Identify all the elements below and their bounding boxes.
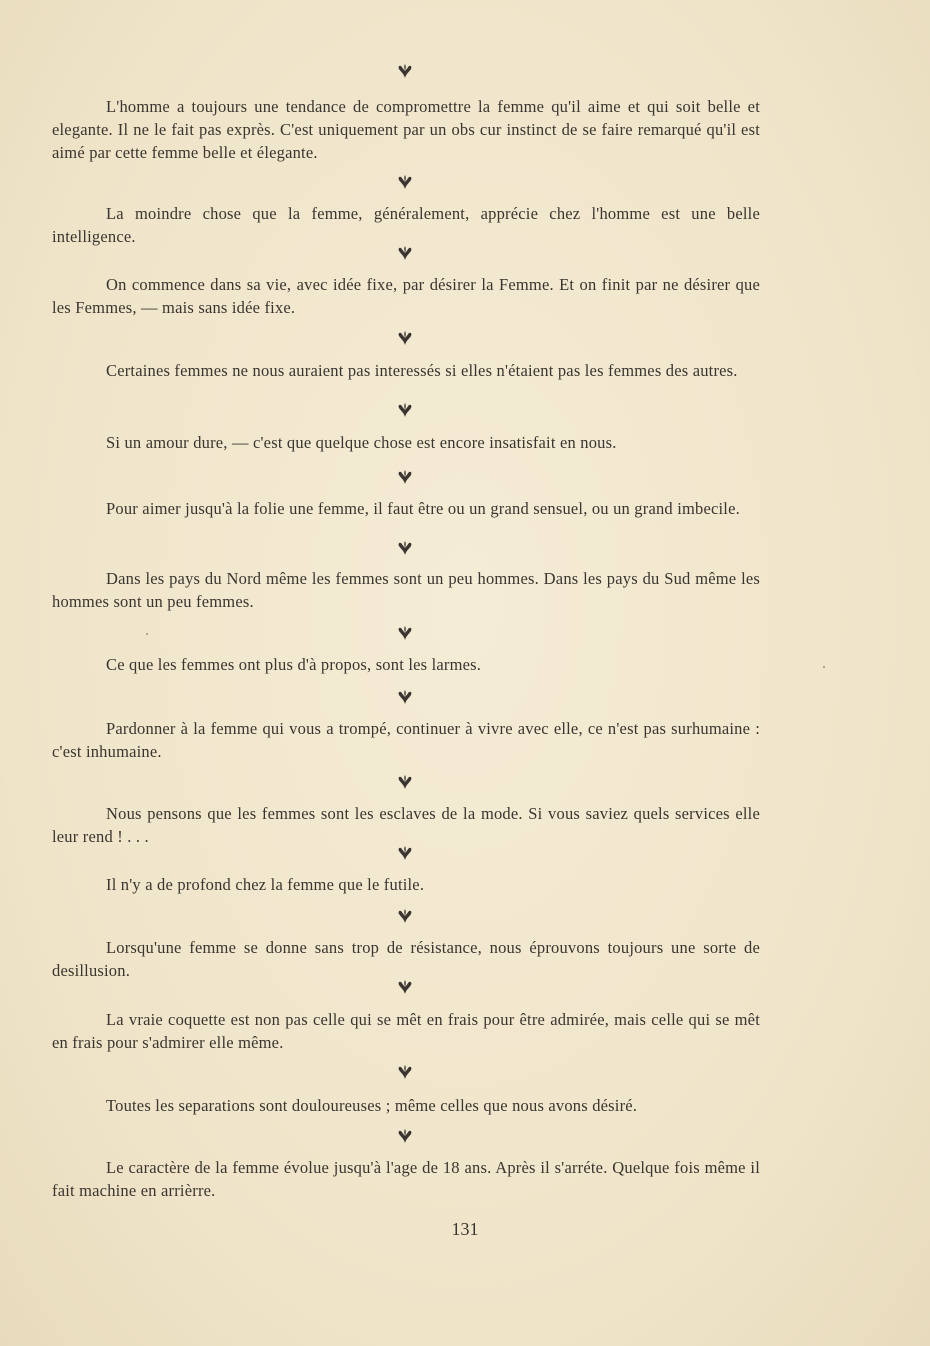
fleuron-icon — [397, 540, 413, 556]
fleuron-icon — [397, 469, 413, 485]
aphorism-paragraph: Dans les pays du Nord même les femmes sont un peu hommes. Dans les pays du Sud même les hommes sont un peu femmes. — [52, 569, 760, 611]
aphorism-paragraph: Si un amour dure, — c'est que quelque chose est encore insatisfait en nous. — [106, 433, 617, 452]
aphorism-paragraph: Toutes les separations sont douloureuses ; même celles que nous avons désiré. — [106, 1096, 638, 1115]
fleuron-icon — [397, 402, 413, 418]
aphorism-paragraph: Le caractère de la femme évolue jusqu'à l'age de 18 ans. Après il s'arréte. Quelque fois même il fait machine en arrièrre. — [52, 1158, 760, 1200]
fleuron-icon — [397, 845, 413, 861]
aphorism-paragraph: La moindre chose que la femme, généralement, apprécie chez l'homme est une belle intelligence. — [52, 204, 760, 246]
aphorism-paragraph: Nous pensons que les femmes sont les esclaves de la mode. Si vous saviez quels services elle leur rend ! . . . — [52, 804, 760, 846]
fleuron-icon — [397, 689, 413, 705]
fleuron-icon — [397, 1064, 413, 1080]
aphorism-paragraph: Lorsqu'une femme se donne sans trop de résistance, nous éprouvons toujours une sorte de desillusion. — [52, 938, 760, 980]
aphorism-paragraph: Pardonner à la femme qui vous a trompé, continuer à vivre avec elle, ce n'est pas surhumaine : c'est inhumaine. — [52, 719, 760, 761]
aphorism-paragraph: La vraie coquette est non pas celle qui se mêt en frais pour être admirée, mais celle qui se mêt en frais pour s'admirer elle même. — [52, 1010, 760, 1052]
fleuron-icon — [397, 174, 413, 190]
aphorism-paragraph: Certaines femmes ne nous auraient pas interessés si elles n'étaient pas les femmes des autres. — [106, 361, 738, 380]
fleuron-icon — [397, 63, 413, 79]
page-number: 131 — [451, 1219, 479, 1239]
fleuron-icon — [397, 908, 413, 924]
fleuron-icon — [397, 245, 413, 261]
aphorism-paragraph: Ce que les femmes ont plus d'à propos, sont les larmes. — [106, 655, 482, 674]
aphorism-paragraph: Il n'y a de profond chez la femme que le futile. — [106, 875, 425, 894]
fleuron-icon — [397, 979, 413, 995]
paper-speck — [823, 666, 825, 668]
fleuron-icon — [397, 774, 413, 790]
fleuron-icon — [397, 1128, 413, 1144]
aphorism-paragraph: L'homme a toujours une tendance de compromettre la femme qu'il aime et qui soit belle et elegante. Il ne le fait pas exprès. C'est uniquement par un obs cur instinct de se faire remarqué qu'il est aimé par cette femme belle et élegante. — [52, 97, 760, 162]
paper-speck — [146, 633, 148, 635]
aphorism-paragraph: On commence dans sa vie, avec idée fixe, par désirer la Femme. Et on finit par ne désirer que les Femmes, — mais sans idée fixe. — [52, 275, 760, 317]
fleuron-icon — [397, 625, 413, 641]
aphorism-paragraph: Pour aimer jusqu'à la folie une femme, il faut être ou un grand sensuel, ou un grand imbecile. — [106, 499, 740, 518]
fleuron-icon — [397, 330, 413, 346]
